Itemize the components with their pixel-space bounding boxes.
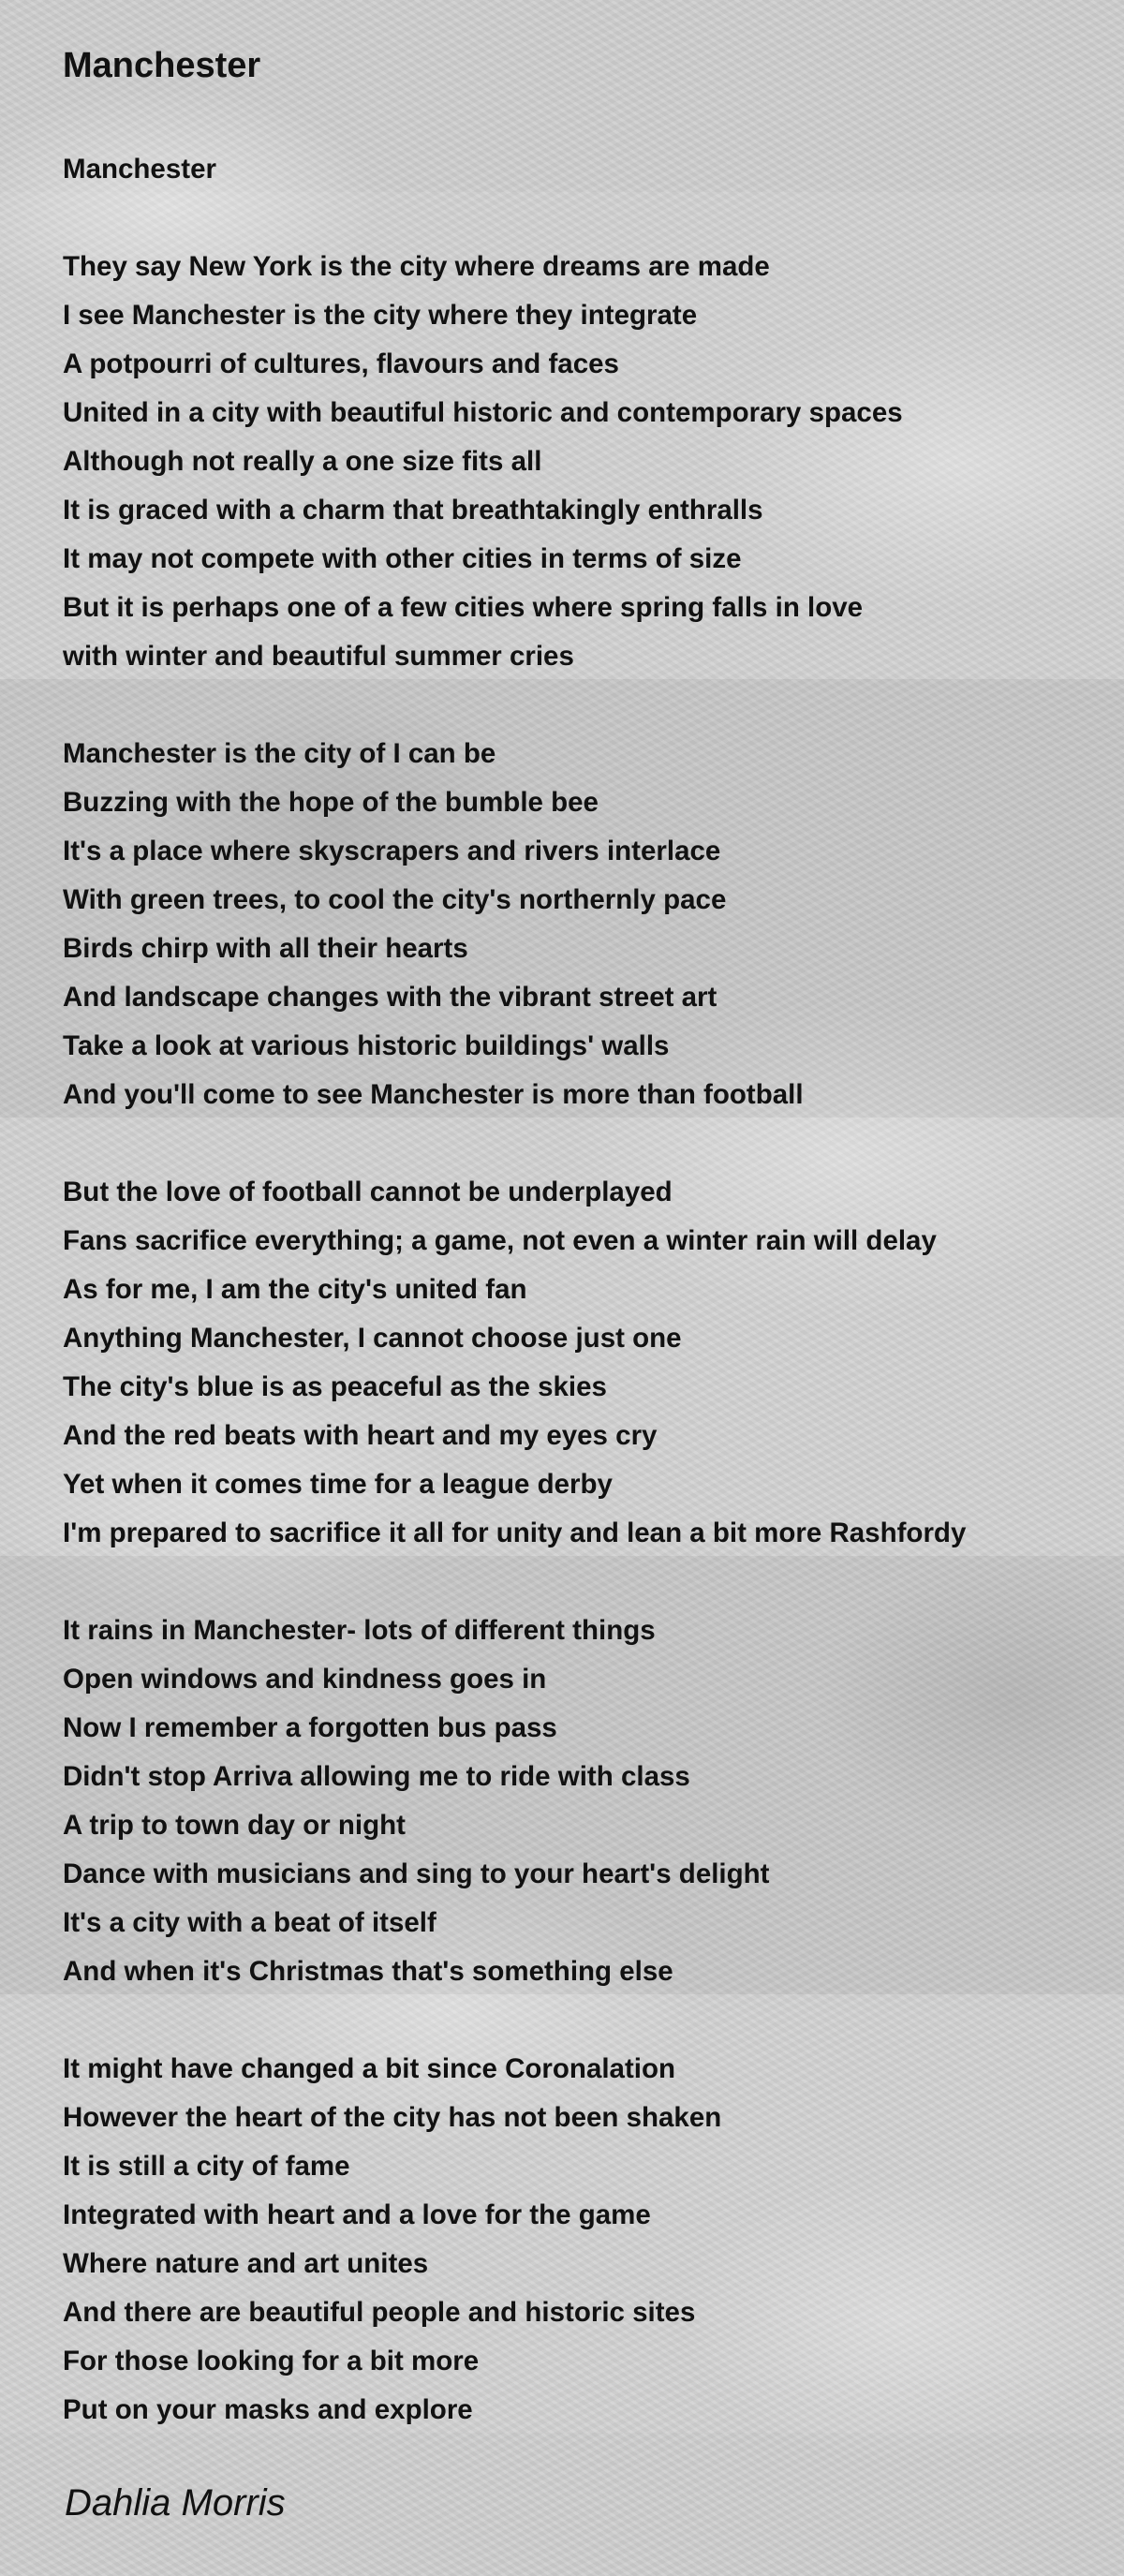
stanza-gap (63, 1996, 1093, 2045)
poem-line: Take a look at various historic buildings' walls (63, 1030, 670, 1061)
poem-line: However the heart of the city has not been shaken (63, 2102, 722, 2133)
poem-line: Although not really a one size fits all (63, 446, 542, 477)
poem-line: Integrated with heart and a love for the game (63, 2199, 651, 2230)
poem-line: And when it's Christmas that's something else (63, 1956, 673, 1987)
poem-line: Buzzing with the hope of the bumble bee (63, 787, 599, 818)
stanza (63, 730, 1093, 1119)
page-title: Manchester (63, 46, 261, 85)
poem-line: It's a place where skyscrapers and rivers interlace (63, 836, 721, 866)
poem-line: It rains in Manchester- lots of different things (63, 1615, 656, 1646)
poem-line: But the love of football cannot be underplayed (63, 1177, 673, 1207)
poem-line: Didn't stop Arriva allowing me to ride with class (63, 1761, 690, 1792)
poem-heading: Manchester (63, 154, 216, 185)
poem-line: It's a city with a beat of itself (63, 1907, 436, 1938)
poem-line: And the red beats with heart and my eyes cry (63, 1420, 658, 1451)
poem-line: Anything Manchester, I cannot choose just one (63, 1323, 682, 1354)
poem-line: Yet when it comes time for a league derby (63, 1469, 613, 1500)
poem-line: It is graced with a charm that breathtakingly enthralls (63, 495, 763, 526)
poem-line: Manchester is the city of I can be (63, 738, 496, 769)
poem-line: The city's blue is as peaceful as the skies (63, 1371, 607, 1402)
author-name: Dahlia Morris (65, 2482, 286, 2524)
poem-line: And there are beautiful people and historic sites (63, 2297, 696, 2328)
poem-line: It might have changed a bit since Coronalation (63, 2053, 676, 2084)
stanza-gap (63, 681, 1093, 730)
poem-line: with winter and beautiful summer cries (63, 641, 574, 672)
poem-line: Open windows and kindness goes in (63, 1664, 547, 1695)
stanza-gap (63, 1119, 1093, 1168)
stanza (63, 1168, 1093, 1558)
poem-line: Birds chirp with all their hearts (63, 933, 468, 964)
poem-line: I'm prepared to sacrifice it all for unity and lean a bit more Rashfordy (63, 1517, 967, 1548)
poem-line: With green trees, to cool the city's northernly pace (63, 884, 727, 915)
poem-line: Fans sacrifice everything; a game, not even a winter rain will delay (63, 1225, 937, 1256)
poem-line: It is still a city of fame (63, 2151, 350, 2182)
poem-line: They say New York is the city where dreams are made (63, 251, 770, 282)
stanza-gap (63, 194, 1093, 243)
poem-line: Put on your masks and explore (63, 2394, 473, 2425)
poem-line: For those looking for a bit more (63, 2346, 480, 2376)
poem-line: Where nature and art unites (63, 2248, 429, 2279)
poem-line: As for me, I am the city's united fan (63, 1274, 527, 1305)
poem-line: It may not compete with other cities in terms of size (63, 543, 742, 574)
poem-body (63, 145, 1093, 2435)
stanza (63, 1606, 1093, 1996)
poem-line: And you'll come to see Manchester is more than football (63, 1079, 804, 1110)
poem-line: United in a city with beautiful historic and contemporary spaces (63, 397, 903, 428)
poem-line: A trip to town day or night (63, 1810, 406, 1841)
poem-line: I see Manchester is the city where they integrate (63, 300, 698, 331)
stanza (63, 2045, 1093, 2435)
poem-line: A potpourri of cultures, flavours and faces (63, 348, 619, 379)
poem-line: And landscape changes with the vibrant street art (63, 982, 717, 1013)
stanza-gap (63, 1558, 1093, 1606)
poem-line: Dance with musicians and sing to your heart's delight (63, 1858, 770, 1889)
stanza (63, 243, 1093, 681)
poem-line: Now I remember a forgotten bus pass (63, 1712, 557, 1743)
poem-line: But it is perhaps one of a few cities where spring falls in love (63, 592, 864, 623)
